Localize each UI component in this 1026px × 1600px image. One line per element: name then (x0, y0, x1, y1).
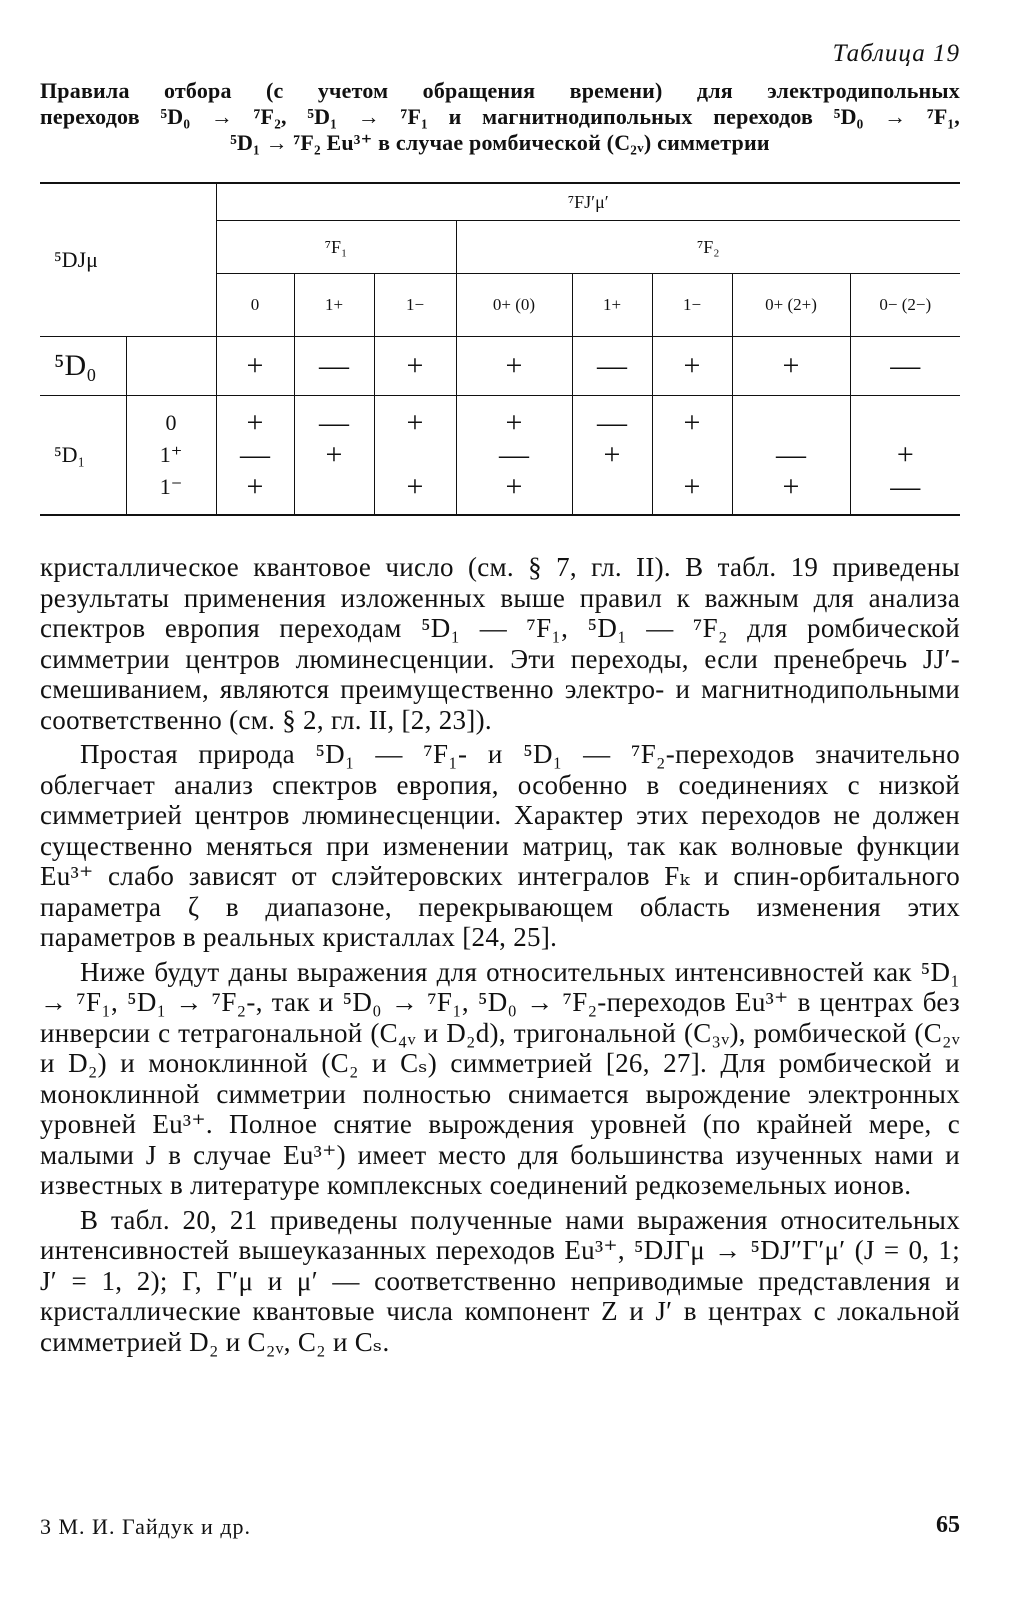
table-cell (732, 396, 850, 516)
row-sublabel-empty (126, 337, 216, 396)
column-header: 0+ (2+) (732, 274, 850, 337)
sublabel: 1⁻ (159, 474, 183, 499)
cell-value: + (406, 406, 424, 439)
table-cell: — (850, 337, 960, 396)
cell-value: + (505, 406, 523, 439)
table-cell (850, 396, 960, 516)
f1-header: ⁷F₁ (216, 221, 456, 274)
group-header: ⁷FJ′μ′ (216, 183, 960, 221)
table-cell (456, 396, 572, 516)
column-header: 0− (2−) (850, 274, 960, 337)
table-cell: + (216, 337, 294, 396)
cell-value: + (246, 406, 264, 439)
cell-value: + (505, 470, 523, 503)
cell-value: — (499, 438, 530, 471)
table-cell: + (374, 337, 456, 396)
cell-value: — (240, 438, 271, 471)
cell-value: — (597, 406, 628, 439)
page (40, 40, 960, 1357)
sublabel: 1⁺ (159, 442, 183, 467)
paragraph: Простая природа ⁵D₁ — ⁷F₁- и ⁵D₁ — ⁷F₂-переходов значительно облегчает анализ спектров европия, особенно в соединениях с низкой симметрией центров люминесценции. Характер этих переходов не должен существенно меняться при изменении матриц, так как волновые функции Eu³⁺ слабо зависят от слэйтеровских интегралов Fₖ и спин-орбитального параметра ζ в диапазоне, перекрывающем область изменения этих параметров в реальных кристаллах [24, 25]. (40, 739, 960, 952)
cell-value: + (896, 438, 914, 471)
row-label-d0: ⁵D₀ (40, 337, 126, 396)
column-header: 1+ (294, 274, 374, 337)
table-cell: — (572, 337, 652, 396)
column-header: 1− (374, 274, 456, 337)
paragraph: Ниже будут даны выражения для относительных интенсивностей как ⁵D₁ → ⁷F₁, ⁵D₁ → ⁷F₂-, так и ⁵D₀ → ⁷F₁, ⁵D₀ → ⁷F₂-переходов Eu³⁺ в центрах без инверсии с тетрагональной (C₄ᵥ и D₂d), тригональной (C₃ᵥ), ромбической (C₂ᵥ и D₂) и моноклинной (C₂ и Cₛ) симметрией [26, 27]. Для ромбической и моноклинной симметрии полностью снимается вырождение электронных уровней Eu³⁺. Полное снятие вырождения уровней (по крайней мере, с малыми J в случае Eu³⁺) имеет место для большинства изученных нами и известных в литературе комплексных соединений редкоземельных ионов. (40, 956, 960, 1200)
page-number: 65 (936, 1512, 960, 1538)
cell-value: + (683, 470, 701, 503)
cell-value: + (246, 470, 264, 503)
table-cell (374, 396, 456, 516)
cell-value: — (776, 438, 807, 471)
row-header: ⁵DJμ (40, 183, 216, 337)
row-label-d1: ⁵D₁ (40, 396, 126, 516)
table-row-d0 (40, 337, 960, 396)
cell-value: + (603, 438, 621, 471)
cell-value: + (406, 470, 424, 503)
table-cell (294, 396, 374, 516)
signature-mark: 3 М. И. Гайдук и др. (40, 1514, 252, 1539)
cell-value: + (782, 470, 800, 503)
column-header: 0 (216, 274, 294, 337)
cell-value: + (325, 438, 343, 471)
cell-value: — (319, 406, 350, 439)
caption-line-2: переходов ⁵D₀ → ⁷F₂, ⁵D₁ → ⁷F₁ и магнитнодипольных переходов ⁵D₀ → ⁷F₁, (40, 104, 960, 129)
table-cell: + (652, 337, 732, 396)
column-header: 1+ (572, 274, 652, 337)
column-header: 1− (652, 274, 732, 337)
table-caption (40, 78, 960, 156)
selection-rules-table (40, 182, 960, 516)
paragraph: кристаллическое квантовое число (см. § 7, гл. II). В табл. 19 приведены результаты применения изложенных выше правил к важным для анализа спектров европия переходам ⁵D₁ — ⁷F₁, ⁵D₁ — ⁷F₂ для ромбической симметрии центров люминесценции. Эти переходы, если пренебречь JJ′-смешиванием, являются преимущественно электро- и магнитнодипольными соответственно (см. § 2, гл. II, [2, 23]). (40, 552, 960, 735)
caption-line-1: Правила отбора (с учетом обращения времени) для электродипольных (40, 78, 960, 103)
table-cell: + (456, 337, 572, 396)
row-sublabels (126, 396, 216, 516)
table-number: Таблица 19 (832, 40, 960, 67)
f2-header: ⁷F₂ (456, 221, 960, 274)
body-text (40, 552, 960, 1357)
cell-value: — (890, 470, 921, 503)
table-row-d1 (40, 396, 960, 516)
caption-line-3: ⁵D₁ → ⁷F₂ Eu³⁺ в случае ромбической (C₂ᵥ) симметрии (230, 130, 770, 155)
table-cell: + (732, 337, 850, 396)
table-cell (652, 396, 732, 516)
table-cell (572, 396, 652, 516)
cell-value: + (683, 406, 701, 439)
table-cell (216, 396, 294, 516)
paragraph: В табл. 20, 21 приведены полученные нами выражения относительных интенсивностей вышеуказанных переходов Eu³⁺, ⁵DJΓμ → ⁵DJ″Γ′μ′ (J = 0, 1; J′ = 1, 2); Γ, Γ′μ и μ′ — соответственно неприводимые представления и кристаллические квантовые числа компонент Z и J′ в центрах с локальной симметрией D₂ и C₂ᵥ, C₂ и Cₛ. (40, 1204, 960, 1357)
sublabel: 0 (165, 410, 177, 435)
table-cell: — (294, 337, 374, 396)
page-footer (40, 1508, 960, 1548)
column-header: 0+ (0) (456, 274, 572, 337)
